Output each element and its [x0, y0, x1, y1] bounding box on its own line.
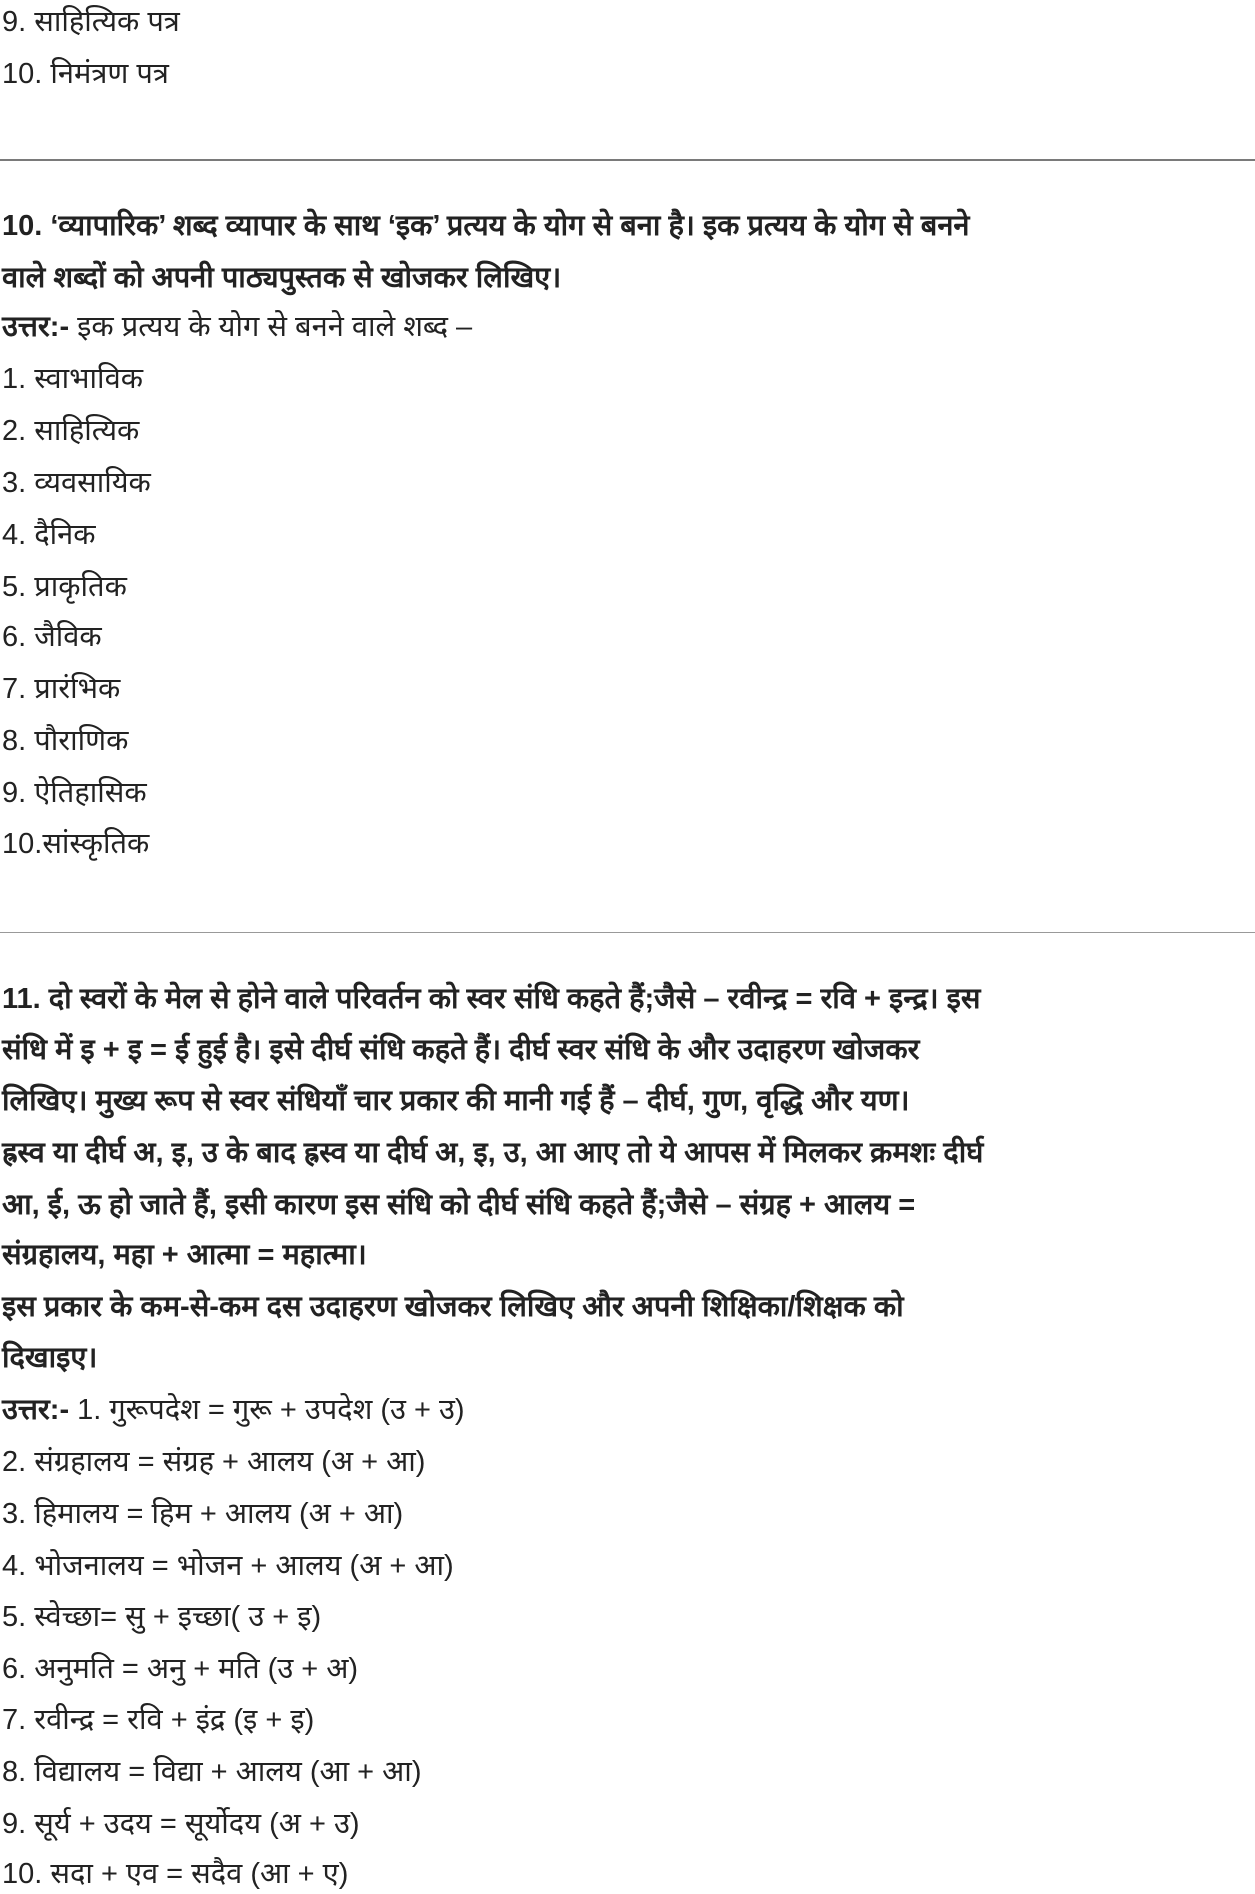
question-text: आ, ई, ऊ हो जाते हैं, इसी कारण इस संधि को दीर्घ संधि कहते हैं;जैसे – संग्रह + आलय =: [2, 1189, 916, 1221]
answer-label: उत्तर:-: [2, 1394, 70, 1426]
list-item: 2. साहित्यिक: [2, 415, 140, 447]
list-item: 7. प्रारंभिक: [2, 673, 121, 705]
list-item: 4. दैनिक: [2, 519, 96, 551]
question-text: संधि में इ + इ = ई हुई है। इसे दीर्घ संधि कहते हैं। दीर्घ स्वर संधि के और उदाहरण खोजकर: [2, 1034, 920, 1066]
list-item: 6. अनुमति = अनु + मति (उ + अ): [2, 1653, 359, 1685]
question-text: संग्रहालय, महा + आत्मा = महात्मा।: [2, 1239, 367, 1271]
divider: [0, 932, 1255, 933]
question-text: इस प्रकार के कम-से-कम दस उदाहरण खोजकर लिखिए और अपनी शिक्षिका/शिक्षक को: [2, 1291, 904, 1323]
list-item: 1. स्वाभाविक: [2, 363, 143, 395]
list-item: 9. ऐतिहासिक: [2, 777, 147, 809]
list-item: 2. संग्रहालय = संग्रह + आलय (अ + आ): [2, 1446, 426, 1478]
list-item: 6. जैविक: [2, 621, 102, 653]
list-item: 9. सूर्य + उदय = सूर्योदय (अ + उ): [2, 1808, 360, 1840]
list-item: [2, 1390, 465, 1430]
list-item: 8. पौराणिक: [2, 725, 129, 757]
list-item: 8. विद्यालय = विद्या + आलय (आ + आ): [2, 1756, 422, 1788]
answer-intro-text: इक प्रत्यय के योग से बनने वाले शब्द –: [69, 311, 473, 343]
answer-intro: [2, 307, 472, 347]
question-text: दिखाइए।: [2, 1342, 98, 1374]
question-text: 10. ‘व्यापारिक’ शब्द व्यापार के साथ ‘इक’ प्रत्यय के योग से बना है। इक प्रत्यय के योग से बनने: [2, 210, 970, 242]
list-item: 4. भोजनालय = भोजन + आलय (अ + आ): [2, 1550, 454, 1582]
question-text: 11. दो स्वरों के मेल से होने वाले परिवर्तन को स्वर संधि कहते हैं;जैसे – रवीन्द्र = रवि + इन्द्र। इस: [2, 983, 981, 1015]
question-text: लिखिए। मुख्य रूप से स्वर संधियाँ चार प्रकार की मानी गई हैं – दीर्घ, गुण, वृद्धि और यण।: [2, 1085, 910, 1117]
list-item: 5. प्राकृतिक: [2, 571, 127, 603]
list-item: 9. साहित्यिक पत्र: [2, 6, 180, 38]
question-text: ह्रस्व या दीर्घ अ, इ, उ के बाद ह्रस्व या दीर्घ अ, इ, उ, आ आए तो ये आपस में मिलकर क्रमशः दीर्घ: [2, 1137, 984, 1169]
list-item: 7. रवीन्द्र = रवि + इंद्र (इ + इ): [2, 1704, 315, 1736]
list-item: 5. स्वेच्छा= सु + इच्छा( उ + इ): [2, 1601, 322, 1633]
divider: [0, 159, 1255, 161]
list-item: 10.सांस्कृतिक: [2, 828, 150, 860]
answer-text: 1. गुरूपदेश = गुरू + उपदेश (उ + उ): [69, 1394, 465, 1426]
question-text: वाले शब्दों को अपनी पाठ्यपुस्तक से खोजकर लिखिए।: [2, 262, 562, 294]
list-item: 3. हिमालय = हिम + आलय (अ + आ): [2, 1498, 404, 1530]
list-item: 3. व्यवसायिक: [2, 467, 151, 499]
answer-label: उत्तर:-: [2, 311, 70, 343]
list-item: 10. सदा + एव = सदैव (आ + ए): [2, 1858, 349, 1890]
list-item: 10. निमंत्रण पत्र: [2, 58, 169, 90]
